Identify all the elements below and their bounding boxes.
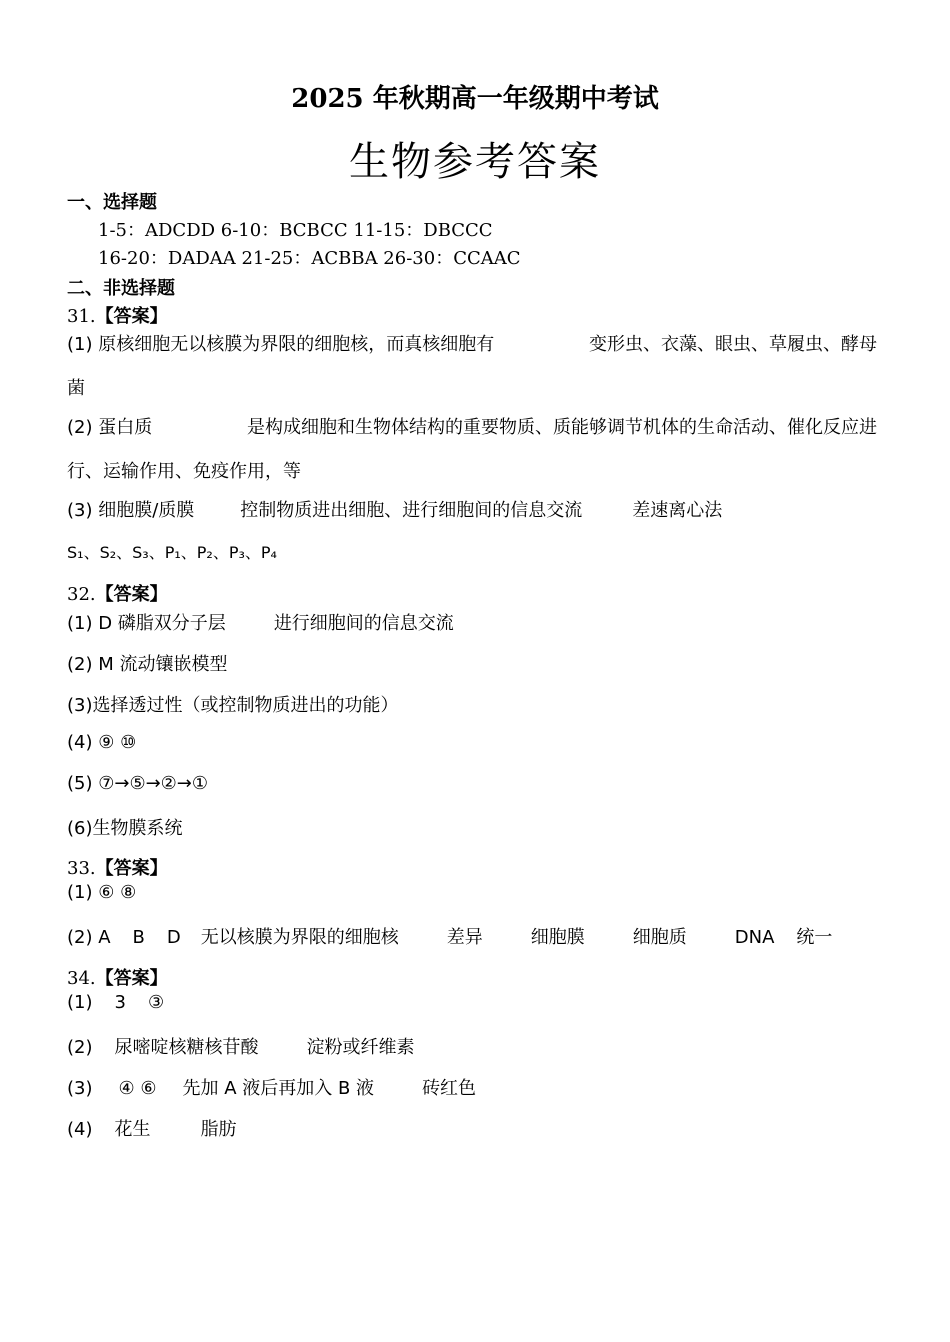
subject-title: 生物参考答案 bbox=[349, 139, 601, 185]
q32-answer-5: (5) ⑦→⑤→②→① bbox=[67, 773, 209, 794]
question-number: 31. bbox=[67, 306, 96, 327]
q32-answer-3: (3)选择透过性（或控制物质进出的功能） bbox=[67, 695, 399, 716]
q32-answer-2: (2) M 流动镶嵌模型 bbox=[67, 654, 228, 675]
answer-text: (2) A bbox=[67, 927, 111, 948]
answer-label: (2) bbox=[67, 1037, 93, 1058]
q31-answer-2-wrap: 行、运输作用、免疫作用，等 bbox=[67, 461, 301, 482]
answer-tag: 【答案】 bbox=[95, 584, 168, 605]
question-31-header bbox=[67, 302, 168, 328]
q33-answer-2 bbox=[67, 923, 832, 949]
answer-text: (3) 细胞膜/质膜 bbox=[67, 500, 195, 521]
answer-text: 尿嘧啶核糖核苷酸 bbox=[114, 1037, 259, 1058]
question-number: 32. bbox=[67, 584, 96, 605]
answer-tag: 【答案】 bbox=[95, 306, 168, 327]
question-number: 34. bbox=[67, 968, 96, 989]
answer-label: (1) bbox=[67, 992, 93, 1013]
q34-answer-4 bbox=[67, 1115, 237, 1141]
answer-text: (1) D 磷脂双分子层 bbox=[67, 613, 226, 634]
answer-text: 统一 bbox=[796, 927, 833, 948]
q31-answer-2 bbox=[67, 413, 877, 439]
answer-label: (4) bbox=[67, 1119, 93, 1140]
answer-text: 淀粉或纤维素 bbox=[306, 1037, 415, 1058]
question-33-header bbox=[67, 854, 168, 880]
answer-text: 脂肪 bbox=[200, 1119, 237, 1140]
answer-tag: 【答案】 bbox=[95, 968, 168, 989]
answer-text: 变形虫、衣藻、眼虫、草履虫、酵母 bbox=[589, 334, 877, 355]
q34-answer-3 bbox=[67, 1074, 476, 1100]
q34-answer-2 bbox=[67, 1033, 415, 1059]
answer-text: 细胞质 bbox=[632, 927, 687, 948]
answer-text: D bbox=[166, 927, 181, 948]
answer-text: 砖红色 bbox=[422, 1078, 477, 1099]
q31-answer-1 bbox=[67, 330, 877, 356]
choice-answers-line-2: 16-20：DADAA 21-25：ACBBA 26-30：CCAAC bbox=[98, 248, 521, 269]
answer-text: 差速离心法 bbox=[632, 500, 723, 521]
q31-answer-4: S₁、S₂、S₃、P₁、P₂、P₃、P₄ bbox=[67, 543, 277, 562]
choice-answers-line-1: 1-5：ADCDD 6-10：BCBCC 11-15：DBCCC bbox=[98, 220, 493, 241]
answer-text: DNA bbox=[734, 927, 775, 948]
q31-answer-3 bbox=[67, 496, 722, 522]
q32-answer-4: (4) ⑨ ⑩ bbox=[67, 732, 137, 753]
answer-text: B bbox=[132, 927, 145, 948]
answer-text: 进行细胞间的信息交流 bbox=[273, 613, 454, 634]
q32-answer-6: (6)生物膜系统 bbox=[67, 818, 183, 839]
answer-label: (3) bbox=[67, 1078, 93, 1099]
q33-answer-1: (1) ⑥ ⑧ bbox=[67, 882, 137, 903]
answer-text: 差异 bbox=[446, 927, 483, 948]
answer-text: 是构成细胞和生物体结构的重要物质、质能够调节机体的生命活动、催化反应进 bbox=[247, 417, 877, 438]
answer-text: 细胞膜 bbox=[530, 927, 585, 948]
q32-answer-1 bbox=[67, 609, 454, 635]
q34-answer-1 bbox=[67, 992, 164, 1013]
answer-tag: 【答案】 bbox=[95, 858, 168, 879]
answer-text: 控制物质进出细胞、进行细胞间的信息交流 bbox=[240, 500, 583, 521]
answer-text: ④ ⑥ bbox=[118, 1078, 157, 1099]
answer-text: ③ bbox=[147, 992, 165, 1013]
question-number: 33. bbox=[67, 858, 96, 879]
answer-text: 无以核膜为界限的细胞核 bbox=[200, 927, 399, 948]
answer-text: 花生 bbox=[114, 1119, 151, 1140]
answer-text: 先加 A 液后再加入 B 液 bbox=[182, 1078, 375, 1099]
question-34-header bbox=[67, 964, 168, 990]
section-heading-nonchoice: 二、非选择题 bbox=[67, 278, 175, 299]
q31-answer-1-wrap: 菌 bbox=[67, 378, 85, 399]
question-32-header bbox=[67, 580, 168, 606]
exam-title: 2025 年秋期高一年级期中考试 bbox=[291, 84, 659, 114]
section-heading-choice: 一、选择题 bbox=[67, 192, 157, 213]
answer-text: 3 bbox=[114, 992, 126, 1013]
answer-text: (2) 蛋白质 bbox=[67, 417, 153, 438]
answer-text: (1) 原核细胞无以核膜为界限的细胞核，而真核细胞有 bbox=[67, 334, 495, 355]
